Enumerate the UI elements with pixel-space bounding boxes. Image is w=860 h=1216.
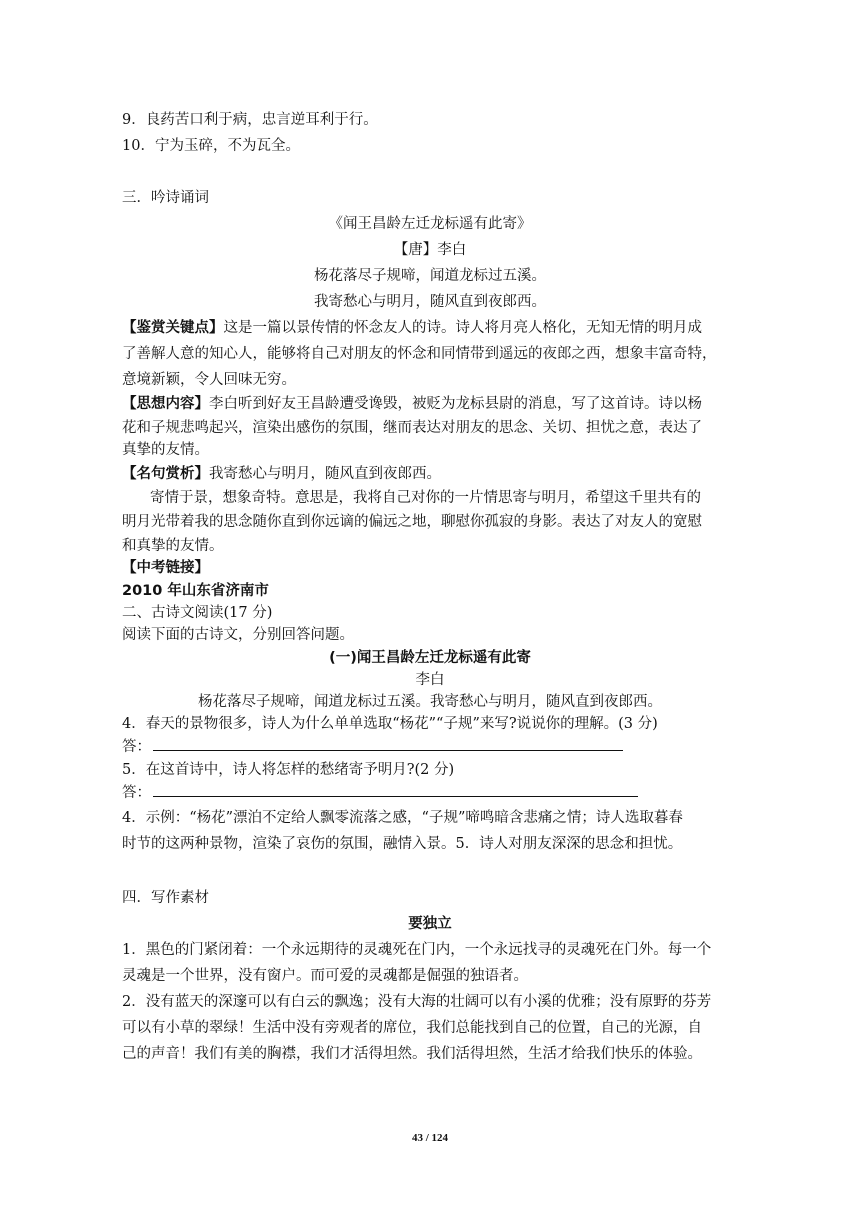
material-line-1: 1．黑色的门紧闭着：一个永远期待的灵魂死在门内，一个永远找寻的灵魂死在门外。每一个 [122,942,712,958]
answer-blank-5[interactable] [153,784,638,797]
key-points-line-2: 了善解人意的知心人，能够将自己对朋友的怀念和同情带到遥远的夜郎之西，想象丰富奇特， [122,346,717,362]
thought-line-3: 真挚的友情。 [122,442,209,458]
material-line-5: 己的声音！我们有美的胸襟，我们才活得坦然。我们活得坦然，生活才给我们快乐的体验。 [122,1046,702,1062]
question-5: 5．在这首诗中，诗人将怎样的愁绪寄予明月?(2 分) [122,762,455,778]
material-line-4: 可以有小草的翠绿！生活中没有旁观者的席位，我们总能找到自己的位置，自己的光源，自 [122,1020,702,1036]
page-number: 43 / 124 [411,1132,449,1144]
proverb-item-9: 9．良药苦口利于病，忠言逆耳利于行。 [122,112,378,128]
key-points-label: 【鉴赏关键点】 [122,320,224,336]
poem-line-2: 我寄愁心与明月，随风直到夜郎西。 [314,294,546,310]
thought-text: 李白听到好友王昌龄遭受谗毁，被贬为龙标县尉的消息，写了这首诗。诗以杨 [209,396,702,412]
material-line-3: 2．没有蓝天的深邃可以有白云的飘逸；没有大海的壮阔可以有小溪的优雅；没有原野的芬芳 [122,994,712,1010]
exam-source: 2010 年山东省济南市 [122,583,269,599]
answer-line-4 [122,737,623,757]
key-points-line-1 [122,318,702,338]
exam-answer-1: 4．示例：“杨花”漂泊不定给人飘零流落之感，“子规”啼鸣暗含悲痛之情；诗人选取暮春 [122,810,683,826]
exam-link-label: 【中考链接】 [122,560,209,576]
key-points-text: 这是一篇以景传情的怀念友人的诗。诗人将月亮人格化，无知无情的明月成 [223,320,702,336]
famous-line-3: 明月光带着我的思念随你直到你远谪的偏远之地，聊慰你孤寂的身影。表达了对友人的宽慰 [122,514,702,530]
thought-line-2: 花和子规悲鸣起兴，渲染出感伤的氛围，继而表达对朋友的思念、关切、担忧之意，表达了 [122,420,702,436]
famous-line-2: 寄情于景，想象奇特。意思是，我将自己对你的一片情思寄与明月，希望这千里共有的 [150,490,701,506]
poem-author: 【唐】李白 [393,242,467,258]
poem-line-1: 杨花落尽子规啼，闻道龙标过五溪。 [314,268,546,284]
exam-poem-title: (一)闻王昌龄左迁龙标遥有此寄 [329,650,531,666]
answer-line-5 [122,783,638,803]
answer-blank-4[interactable] [153,738,623,751]
exam-poem-text: 杨花落尽子规啼，闻道龙标过五溪。我寄愁心与明月，随风直到夜郎西。 [198,694,662,710]
famous-label: 【名句赏析】 [122,466,209,482]
thought-label: 【思想内容】 [122,396,209,412]
thought-line-1 [122,394,702,414]
answer-label: 答： [122,785,151,801]
section4-heading: 四．写作素材 [122,890,209,906]
question-4: 4．春天的景物很多，诗人为什么单单选取“杨花”“子规”来写?说说你的理解。(3 分) [122,716,658,732]
exam-part: 二、古诗文阅读(17 分) [122,605,273,621]
exam-poem-author: 李白 [415,672,445,688]
answer-label: 答： [122,739,151,755]
famous-quote: 我寄愁心与明月，随风直到夜郎西。 [209,466,441,482]
section4-title: 要独立 [408,916,452,932]
poem-title: 《闻王昌龄左迁龙标遥有此寄》 [328,216,532,232]
key-points-line-3: 意境新颖，令人回味无穷。 [122,372,296,388]
famous-line-1 [122,464,441,484]
famous-line-4: 和真挚的友情。 [122,538,224,554]
proverb-item-10: 10．宁为玉碎，不为瓦全。 [122,138,300,154]
exam-answer-2: 时节的这两种景物，渲染了哀伤的氛围，融情入景。5．诗人对朋友深深的思念和担忧。 [122,836,683,852]
material-line-2: 灵魂是一个世界，没有窗户。而可爱的灵魂都是倔强的独语者。 [122,968,528,984]
exam-instruction: 阅读下面的古诗文，分别回答问题。 [122,627,354,643]
section3-heading: 三．吟诗诵词 [122,190,209,206]
